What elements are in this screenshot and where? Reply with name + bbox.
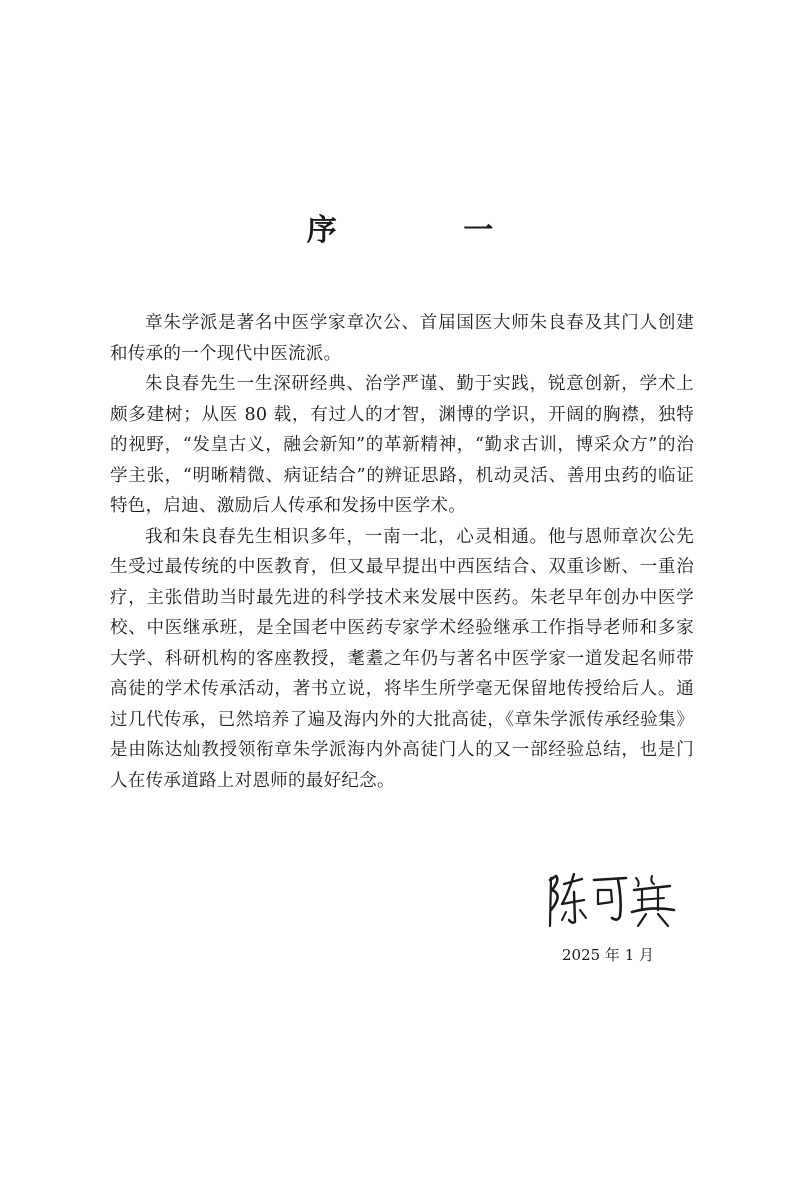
preface-body — [110, 308, 694, 796]
paragraph-1: 章朱学派是著名中医学家章次公、首届国医大师朱良春及其门人创建和传承的一个现代中医流派。 — [110, 313, 694, 364]
paragraph-2: 朱良春先生一生深研经典、治学严谨、勤于实践，锐意创新，学术上颇多建树；从医 80 载，有过人的才智，渊博的学识，开阔的胸襟，独特的视野，“发皇古义，融会新知”的革新精神，“勤求古训，博采众方”的治学主张，“明晰精微、病证结合”的辨证思路，机动灵活、善用虫药的临证特色，启迪、激励后人传承和发扬中医学术。 — [110, 374, 694, 516]
paragraph-3: 我和朱良春先生相识多年，一南一北，心灵相通。他与恩师章次公先生受过最传统的中医教育，但又最早提出中西医结合、双重诊断、一重治疗，主张借助当时最先进的科学技术来发展中医药。朱老早年创办中医学校、中医继承班，是全国老中医药专家学术经验继承工作指导老师和多家大学、科研机构的客座教授，耄耋之年仍与著名中医学家一道发起名师带高徒的学术传承活动，著书立说，将毕生所学毫无保留地传授给后人。通过几代传承，已然培养了遍及海内外的大批高徒，《章朱学派传承经验集》是由陈达灿教授领衔章朱学派海内外高徒门人的又一部经验总结，也是门人在传承道路上对恩师的最好纪念。 — [110, 526, 694, 791]
handwritten-signature — [542, 870, 682, 930]
date-line: 2025 年 1 月 — [561, 946, 655, 964]
page-title: 序 一 — [306, 213, 552, 248]
